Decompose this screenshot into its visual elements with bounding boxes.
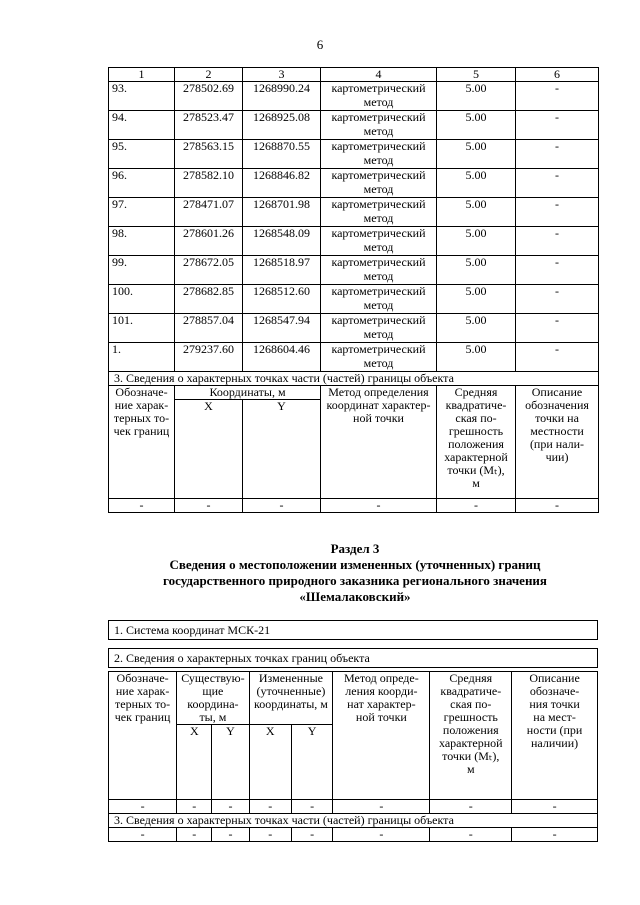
coord-system-line: 1. Система координат МСК-21 [109,621,598,640]
dash-row [109,828,598,842]
dash-cell: - [175,499,243,513]
coord-x: 278582.10 [175,169,243,198]
description-value: - [516,111,599,140]
dash-cell: - [291,800,332,814]
part-heading: 3. Сведения о характерных точках части (частей) границы объекта [109,372,599,386]
description-value: - [516,169,599,198]
coord-y: 1268846.82 [243,169,321,198]
header-existing-x: X [177,725,212,800]
dash-cell: - [249,800,291,814]
dash-cell: - [177,800,212,814]
method-line: картометрический [321,169,437,184]
coord-x: 278857.04 [175,314,243,343]
header-y: Y [243,400,321,499]
coord-x: 278601.26 [175,227,243,256]
table-row [109,111,599,126]
dash-cell: - [516,499,599,513]
dash-cell: - [243,499,321,513]
description-value: - [516,285,599,314]
table-row [109,314,599,329]
coord-y: 1268604.46 [243,343,321,372]
section-heading: Раздел 3 [330,541,380,556]
column-number-row [109,68,599,82]
accuracy-value: 5.00 [437,140,516,169]
accuracy-value: 5.00 [437,111,516,140]
point-number: 97. [109,198,175,227]
col-number: 1 [109,68,175,82]
col-number: 4 [321,68,437,82]
dash-cell: - [212,800,249,814]
point-number: 95. [109,140,175,169]
dash-cell: - [512,828,598,842]
col-number: 5 [437,68,516,82]
coord-x: 278672.05 [175,256,243,285]
dash-cell: - [437,499,516,513]
method-line: картометрический [321,111,437,126]
method-line: картометрический [321,285,437,300]
col-number: 6 [516,68,599,82]
coord-y: 1268518.97 [243,256,321,285]
header-method: Метод опреде- ления коорди- нат характер- ной точки [333,672,430,800]
method-line: метод [321,154,437,169]
header-accuracy: Средняя квадратиче- ская по- грешность положения характерной точки (Mₜ), м [430,672,512,800]
dash-cell: - [333,800,430,814]
method-line: картометрический [321,82,437,97]
coord-y: 1268512.60 [243,285,321,314]
dash-cell: - [430,828,512,842]
accuracy-value: 5.00 [437,227,516,256]
point-number: 1. [109,343,175,372]
header-existing-coords: Существую- щие координа- ты, м [177,672,249,725]
table-row [109,227,599,242]
method-line: картометрический [321,256,437,271]
dash-cell: - [430,800,512,814]
points-heading: 2. Сведения о характерных точках границ объекта [109,649,598,668]
header-changed-coords: Измененные (уточненные) координаты, м [249,672,333,725]
description-value: - [516,82,599,111]
method-line: метод [321,328,437,343]
description-value: - [516,198,599,227]
method-line: картометрический [321,140,437,155]
description-value: - [516,343,599,372]
method-line: картометрический [321,314,437,329]
method-line: метод [321,125,437,140]
header-existing-y: Y [212,725,249,800]
point-number: 99. [109,256,175,285]
point-number: 101. [109,314,175,343]
accuracy-value: 5.00 [437,82,516,111]
header-designation: Обозначе- ние харак- терных то- чек границ [109,386,175,499]
accuracy-value: 5.00 [437,256,516,285]
section-subtitle-line: «Шемалаковский» [299,589,411,604]
table-row [109,82,599,97]
method-line: метод [321,270,437,285]
description-value: - [516,256,599,285]
description-value: - [516,140,599,169]
coord-y: 1268547.94 [243,314,321,343]
page-number: 6 [316,37,324,52]
section-subtitle-line: Сведения о местоположении измененных (уточненных) границ [169,557,541,572]
col-number: 3 [243,68,321,82]
coord-x: 278523.47 [175,111,243,140]
dash-cell: - [109,499,175,513]
point-number: 93. [109,82,175,111]
dash-cell: - [321,499,437,513]
method-line: картометрический [321,343,437,358]
table-row [109,169,599,184]
dash-cell: - [249,828,291,842]
header-designation: Обозначе- ние харак- терных то- чек границ [109,672,177,800]
accuracy-value: 5.00 [437,343,516,372]
header-description: Описание обозначения точки на местности (при нали- чии) [516,386,599,499]
coord-x: 278682.85 [175,285,243,314]
coord-y: 1268925.08 [243,111,321,140]
table-row [109,256,599,271]
table-row [109,198,599,213]
description-value: - [516,227,599,256]
dash-cell: - [291,828,332,842]
dash-cell: - [333,828,430,842]
header-x: X [175,400,243,499]
dash-cell: - [109,800,177,814]
coord-y: 1268990.24 [243,82,321,111]
section-subtitle-line: государственного природного заказника регионального значения [163,573,547,588]
part-heading: 3. Сведения о характерных точках части (частей) границы объекта [109,814,598,828]
section-3-intro-table [108,620,598,668]
method-line: метод [321,212,437,227]
coord-y: 1268870.55 [243,140,321,169]
accuracy-value: 5.00 [437,169,516,198]
dash-row [109,800,598,814]
dash-row [109,499,599,513]
header-changed-x: X [249,725,291,800]
header-changed-y: Y [291,725,332,800]
dash-cell: - [177,828,212,842]
method-line: метод [321,357,437,372]
separator [109,640,598,649]
coord-x: 279237.60 [175,343,243,372]
accuracy-value: 5.00 [437,198,516,227]
changed-boundary-points-table [108,671,598,842]
method-line: картометрический [321,227,437,242]
table-row [109,285,599,300]
part-section [109,372,599,513]
coord-x: 278502.69 [175,82,243,111]
point-number: 96. [109,169,175,198]
header-method: Метод определения координат характер- ной точки [321,386,437,499]
point-number: 100. [109,285,175,314]
col-number: 2 [175,68,243,82]
method-line: метод [321,96,437,111]
coord-y: 1268701.98 [243,198,321,227]
section-3-title [100,541,610,605]
accuracy-value: 5.00 [437,314,516,343]
dash-cell: - [109,828,177,842]
point-number: 98. [109,227,175,256]
boundary-points-table [108,67,599,513]
header-description: Описание обозначе- ния точки на мест- ности (при наличии) [512,672,598,800]
method-line: метод [321,299,437,314]
coord-x: 278471.07 [175,198,243,227]
coord-y: 1268548.09 [243,227,321,256]
header-coords: Координаты, м [175,386,321,400]
dash-cell: - [512,800,598,814]
method-line: метод [321,183,437,198]
point-number: 94. [109,111,175,140]
header-accuracy: Средняя квадратиче- ская по- грешность положения характерной точки (Mₜ), м [437,386,516,499]
table-row [109,343,599,358]
method-line: метод [321,241,437,256]
method-line: картометрический [321,198,437,213]
boundary-points-body [109,68,599,372]
coord-x: 278563.15 [175,140,243,169]
dash-cell: - [212,828,249,842]
table-row [109,140,599,155]
description-value: - [516,314,599,343]
accuracy-value: 5.00 [437,285,516,314]
